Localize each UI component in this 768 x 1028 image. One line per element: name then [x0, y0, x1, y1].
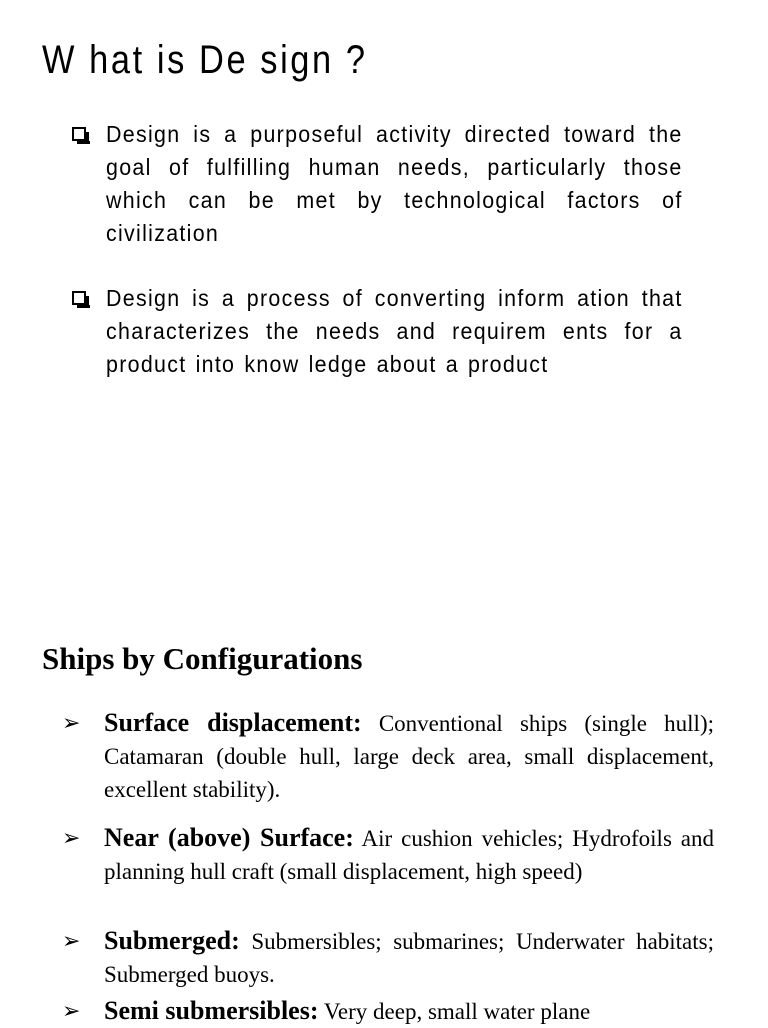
item-desc: Air cushion vehicles; Hydrofoils and planning hull craft (small displacement, high speed)	[104, 826, 715, 884]
item-term: Submerged:	[104, 926, 240, 955]
arrowhead-icon: ➢	[62, 998, 81, 1023]
checkbox-square-icon	[72, 127, 86, 141]
list-item	[62, 821, 714, 888]
item-term: Near (above) Surface:	[104, 823, 354, 852]
list-item	[72, 118, 689, 250]
arrowhead-icon: ➢	[62, 825, 81, 850]
arrowhead-icon: ➢	[62, 710, 81, 735]
bullet-text: Design is a process of converting inform ation that characterizes the needs and requirem ents for a product into know ledge about a product	[106, 285, 683, 377]
page-title: W hat is De sign ?	[42, 38, 368, 82]
list-item	[62, 994, 714, 1028]
section-title: Ships by Configurations	[42, 641, 363, 676]
checkbox-square-icon	[72, 291, 86, 305]
arrowhead-icon: ➢	[62, 928, 81, 953]
item-term: Semi submersibles:	[104, 996, 319, 1025]
list-item	[62, 924, 714, 991]
item-text	[104, 706, 714, 806]
item-text	[104, 821, 714, 888]
item-desc: Submersibles; submarines; Underwater habitats; Submerged buoys.	[104, 929, 714, 987]
item-term: Surface displacement:	[104, 708, 362, 737]
item-desc: Conventional ships (single hull); Catamaran (double hull, large deck area, small displacement, excellent stability).	[104, 711, 714, 802]
item-text	[104, 994, 714, 1028]
item-desc: Very deep, small water plane	[323, 999, 591, 1024]
list-item	[62, 706, 714, 806]
bullet-text: Design is a purposeful activity directed toward the goal of fulfilling human needs, particularly those which can be met by technological factors of civilization	[106, 121, 683, 246]
list-item	[72, 282, 689, 381]
item-text	[104, 924, 714, 991]
